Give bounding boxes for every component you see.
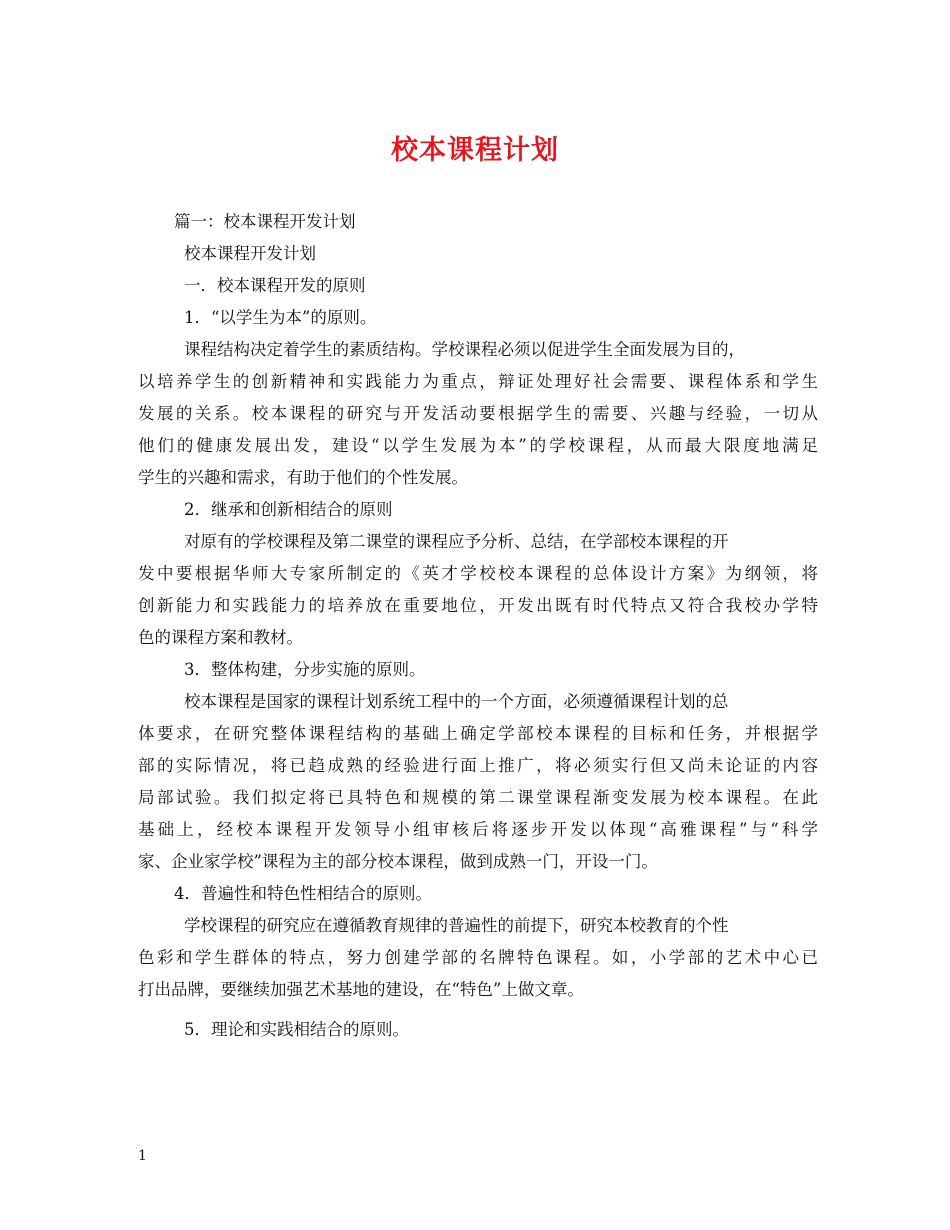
principle-heading: 1．“以学生为本”的原则。 [184, 308, 377, 327]
principle-heading: 4．普遍性和特色性相结合的原则。 [174, 884, 432, 903]
paragraph-line: 学校课程的研究应在遵循教育规律的普遍性的前提下，研究本校教育的个性 [184, 916, 729, 935]
document-title: 校本课程计划 [391, 135, 559, 166]
paragraph-line: 他们的健康发展出发，建设“以学生发展为本”的学校课程，从而最大限度地满足 [138, 436, 818, 455]
paragraph-line: 家、企业家学校”课程为主的部分校本课程，做到成熟一门，开设一门。 [138, 852, 658, 871]
section-heading: 一．校本课程开发的原则 [184, 276, 366, 295]
paragraph-line: 以培养学生的创新精神和实践能力为重点，辩证处理好社会需要、课程体系和学生 [138, 372, 818, 391]
paragraph-line: 校本课程是国家的课程计划系统工程中的一个方面，必须遵循课程计划的总 [184, 692, 729, 711]
paragraph-line: 学生的兴趣和需求，有助于他们的个性发展。 [138, 468, 468, 487]
paragraph-line: 局部试验。我们拟定将已具特色和规模的第二课堂课程渐变发展为校本课程。在此 [138, 788, 818, 807]
document-body [138, 206, 818, 1046]
paragraph-line: 发中要根据华师大专家所制定的《英才学校校本课程的总体设计方案》为纲领，将 [138, 564, 818, 583]
page-number: 1 [138, 1148, 147, 1164]
paragraph-line: 色彩和学生群体的特点，努力创建学部的名牌特色课程。如，小学部的艺术中心已 [138, 948, 818, 967]
principle-heading: 5．理论和实践相结合的原则。 [184, 1020, 409, 1039]
principle-heading: 2．继承和创新相结合的原则 [184, 500, 393, 519]
paragraph-line: 体要求，在研究整体课程结构的基础上确定学部校本课程的目标和任务，并根据学 [138, 724, 818, 743]
paragraph-line: 基础上，经校本课程开发领导小组审核后将逐步开发以体现“高雅课程”与“科学 [138, 820, 818, 839]
paragraph-line: 课程结构决定着学生的素质结构。学校课程必须以促进学生全面发展为目的， [184, 340, 745, 359]
section-heading: 篇一：校本课程开发计划 [174, 212, 356, 231]
paragraph-line: 色的课程方案和教材。 [138, 628, 303, 647]
principle-heading: 3．整体构建，分步实施的原则。 [184, 660, 426, 679]
paragraph-line: 部的实际情况，将已趋成熟的经验进行面上推广，将必须实行但又尚未论证的内容 [138, 756, 818, 775]
paragraph-line: 创新能力和实践能力的培养放在重要地位，开发出既有时代特点又符合我校办学特 [138, 596, 818, 615]
paragraph-line: 发展的关系。校本课程的研究与开发活动要根据学生的需要、兴趣与经验，一切从 [138, 404, 818, 423]
paragraph-line: 对原有的学校课程及第二课堂的课程应予分析、总结，在学部校本课程的开 [184, 532, 729, 551]
paragraph-line: 打出品牌，要继续加强艺术基地的建设，在“特色”上做文章。 [138, 980, 584, 999]
subtitle: 校本课程开发计划 [184, 244, 316, 263]
